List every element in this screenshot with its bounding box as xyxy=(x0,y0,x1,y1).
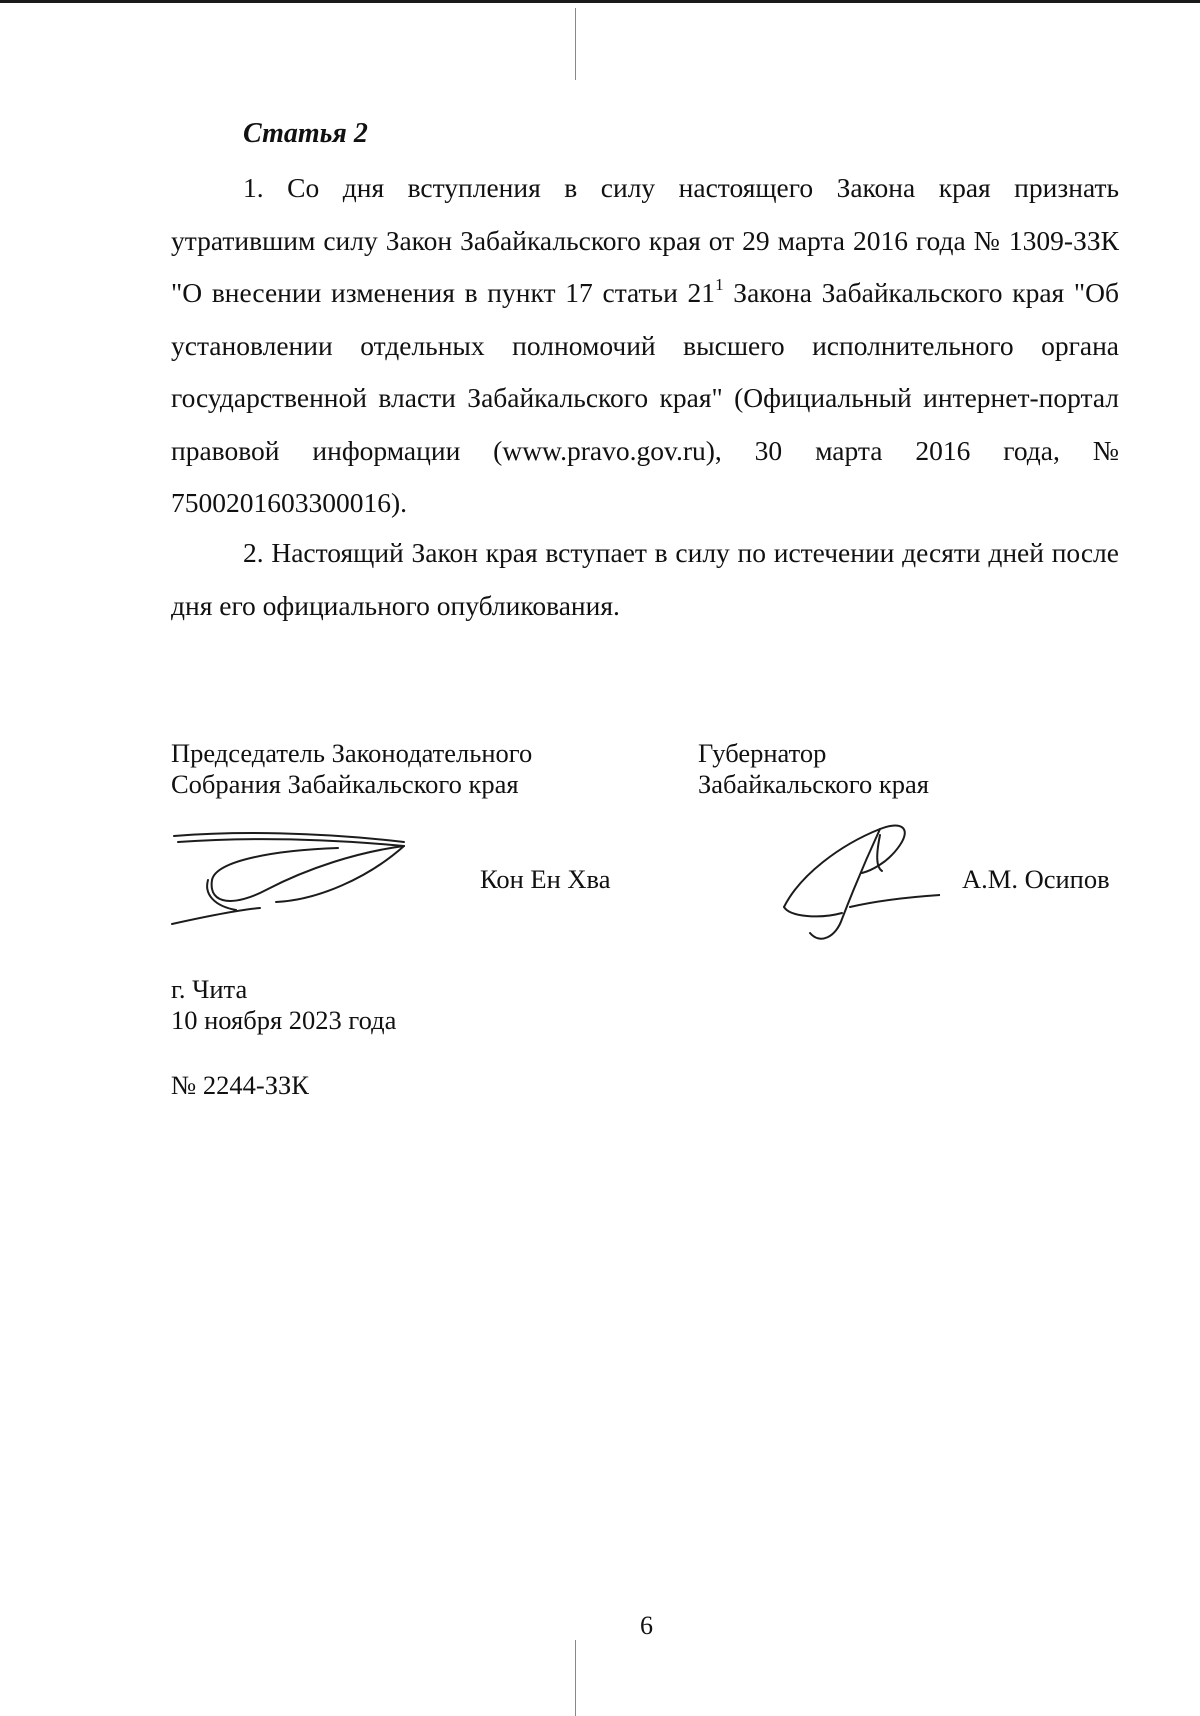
governor-name: А.М. Осипов xyxy=(962,864,1110,894)
signing-date: 10 ноября 2023 года xyxy=(171,1005,397,1035)
paragraph-2 xyxy=(171,527,1119,632)
scan-fold-line-bottom xyxy=(575,1640,576,1716)
chair-title-line-1: Председатель Законодательного xyxy=(171,738,533,768)
paragraph-1-text-start: 1. Со дня вступления в силу настоящего Закона края признать утратившим силу Закон Забайкальского края от 29 марта 2016 года № 1309-ЗЗК "О внесении изменения в пункт 17 статьи 21 xyxy=(171,172,1119,308)
chair-title xyxy=(171,738,532,800)
governor-title-line-2: Забайкальского края xyxy=(698,769,929,799)
city: г. Чита xyxy=(171,974,248,1004)
governor-title xyxy=(698,738,929,800)
chair-name: Кон Ен Хва xyxy=(480,864,611,894)
page-top-edge xyxy=(0,0,1200,3)
law-number: № 2244-ЗЗК xyxy=(171,1070,309,1100)
paragraph-1 xyxy=(171,162,1119,530)
chair-title-line-2: Собрания Забайкальского края xyxy=(171,769,519,799)
governor-title-line-1: Губернатор xyxy=(698,738,827,768)
page-number: 6 xyxy=(640,1611,653,1640)
chair-signature xyxy=(168,828,418,938)
paragraph-1-text-end: Закона Забайкальского края "Об установлении отдельных полномочий высшего исполнительного органа государственной власти Забайкальского края" (Официальный интернет-портал правовой информации (www.pravo.gov.ru), 30 марта 2016 года, № 7500201603300016). xyxy=(171,277,1119,518)
governor-signature xyxy=(780,815,940,955)
place-and-date xyxy=(171,974,396,1036)
superscript-article-index: 1 xyxy=(715,275,724,294)
paragraph-2-text: 2. Настоящий Закон края вступает в силу по истечении десяти дней после дня его официального опубликования. xyxy=(171,537,1119,621)
article-heading: Статья 2 xyxy=(243,118,368,149)
scan-fold-line-top xyxy=(575,8,576,80)
